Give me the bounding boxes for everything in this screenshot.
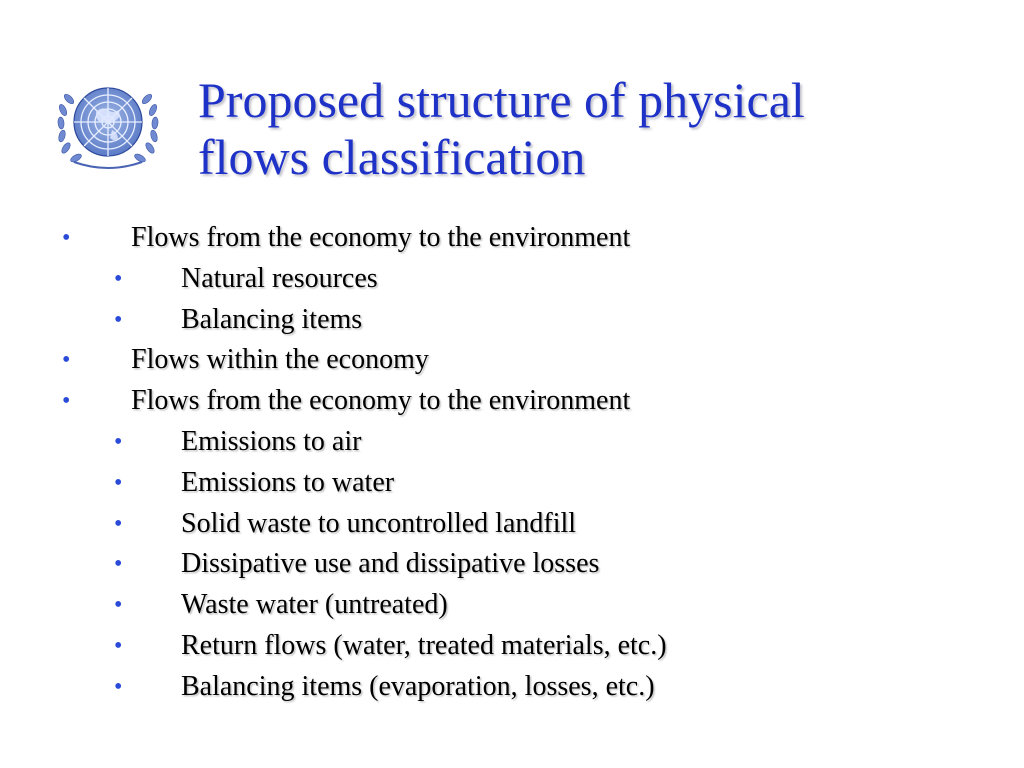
slide-title-line-1: Proposed structure of physical	[198, 72, 805, 128]
sub-bullet-item	[0, 504, 1024, 545]
sub-bullet-text: Dissipative use and dissipative losses	[181, 548, 600, 580]
sub-bullet-item	[0, 626, 1024, 667]
sub-bullet-text: Natural resources	[181, 262, 378, 294]
sub-bullet-item	[0, 667, 1024, 708]
bullet-item	[0, 340, 1024, 381]
bullet-dot-icon: •	[114, 265, 123, 292]
bullet-dot-icon: •	[114, 551, 123, 578]
sub-bullet-item	[0, 463, 1024, 504]
bullet-dot-icon: •	[62, 225, 71, 251]
sub-bullet-text: Balancing items	[181, 303, 363, 335]
bullet-dot-icon: •	[114, 592, 123, 619]
sub-bullet-text: Solid waste to uncontrolled landfill	[181, 507, 577, 539]
sub-bullet-item	[0, 300, 1024, 341]
un-emblem-graphic	[52, 78, 164, 174]
bullet-text: Flows from the economy to the environment	[131, 222, 631, 253]
bullet-item	[0, 381, 1024, 422]
bullet-dot-icon: •	[62, 388, 71, 415]
bullet-text: Flows within the economy	[131, 344, 429, 376]
sub-bullet-text: Emissions to water	[181, 466, 395, 498]
slide-title	[198, 72, 988, 186]
bullet-item	[0, 218, 1024, 259]
bullet-dot-icon: •	[114, 428, 123, 455]
bullet-dot-icon: •	[114, 306, 123, 333]
bullet-dot-icon: •	[114, 510, 123, 537]
sub-bullet-text: Balancing items (evaporation, losses, etc.)	[181, 670, 655, 702]
sub-bullet-item	[0, 422, 1024, 463]
bullet-list	[0, 218, 1024, 708]
sub-bullet-item	[0, 544, 1024, 585]
un-emblem-icon	[52, 78, 164, 174]
sub-bullet-item	[0, 259, 1024, 300]
sub-bullet-item	[0, 585, 1024, 626]
bullet-dot-icon: •	[62, 347, 71, 374]
bullet-dot-icon: •	[114, 469, 123, 496]
sub-bullet-text: Return flows (water, treated materials, etc.)	[181, 629, 667, 661]
sub-bullet-text: Waste water (untreated)	[181, 589, 448, 621]
sub-bullet-text: Emissions to air	[181, 425, 362, 457]
slide-title-line-2: flows classification	[198, 129, 586, 185]
bullet-dot-icon: •	[114, 632, 123, 659]
bullet-dot-icon: •	[114, 673, 123, 700]
bullet-text: Flows from the economy to the environment	[131, 385, 631, 417]
